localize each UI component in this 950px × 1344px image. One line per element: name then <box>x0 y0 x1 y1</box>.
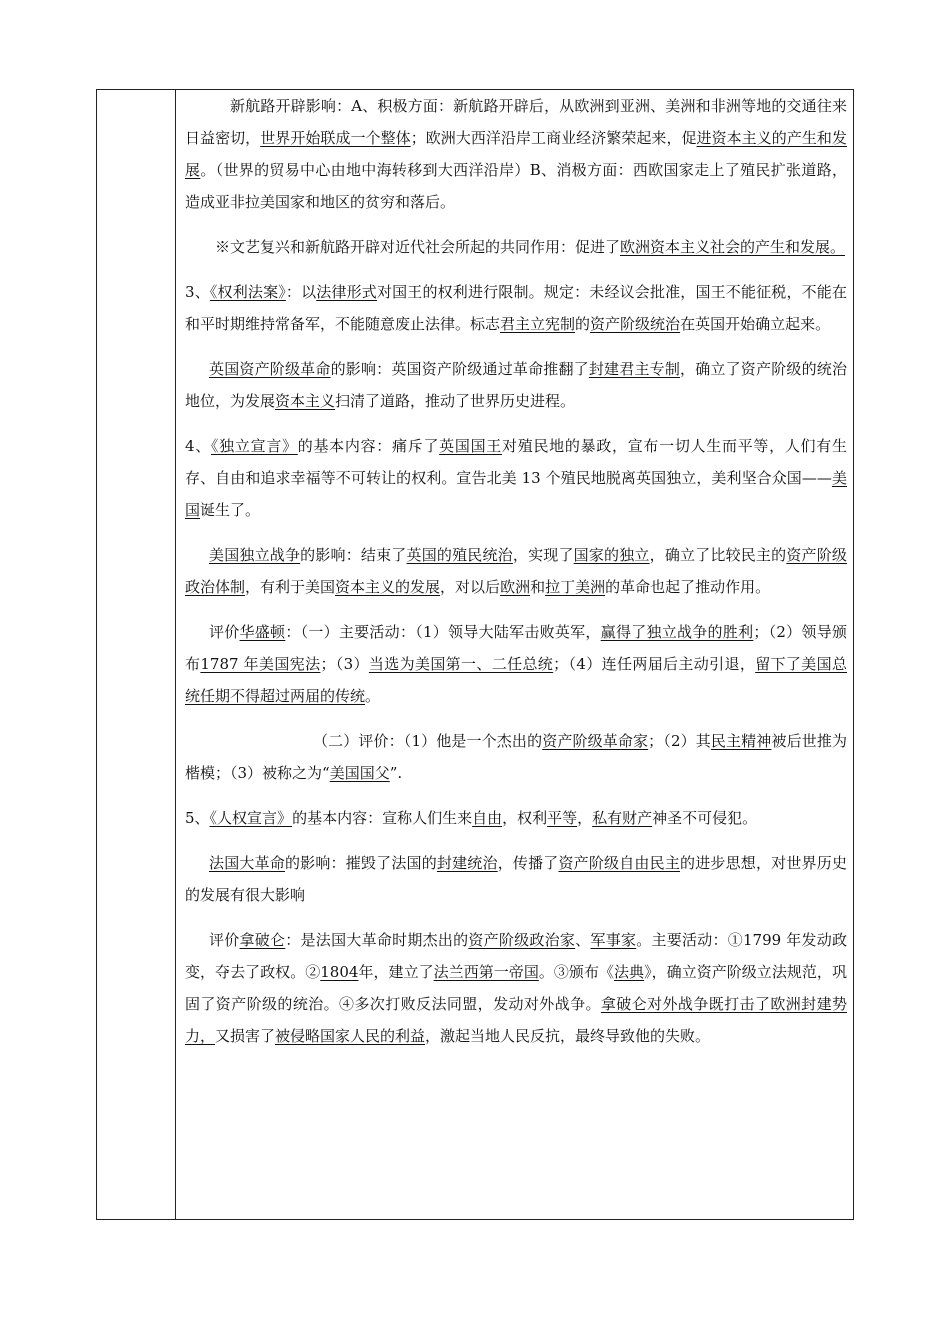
paragraph-french-revolution: 法国大革命的影响：摧毁了法国的封建统治，传播了资产阶级自由民主的进步思想，对世界历史的发展有很大影响 <box>185 854 847 904</box>
content-cell <box>185 90 847 1052</box>
left-column-cell <box>97 90 176 1219</box>
paragraph-new-route-impact: 新航路开辟影响：A、积极方面：新航路开辟后，从欧洲到亚洲、美洲和非洲等地的交通往来日益密切，世界开始联成一个整体；欧洲大西洋沿岸工商业经济繁荣起来，促进资本主义的产生和发展。（世界的贸易中心由地中海转移到大西洋沿岸）B、消极方面：西欧国家走上了殖民扩张道路，造成亚非拉美国家和地区的贫穷和落后。 <box>185 97 847 211</box>
content-table <box>96 89 854 1220</box>
paragraph-american-war: 美国独立战争的影响：结束了英国的殖民统治，实现了国家的独立，确立了比较民主的资产阶级政治体制，有利于美国资本主义的发展，对以后欧洲和拉丁美洲的革命也起了推动作用。 <box>185 546 847 596</box>
paragraph-bill-of-rights: 3、《权利法案》：以法律形式对国王的权利进行限制。规定：未经议会批准，国王不能征税，不能在和平时期维持常备军，不能随意废止法律。标志君主立宪制的资产阶级统治在英国开始确立起来。 <box>185 283 847 333</box>
paragraph-declaration-of-independence: 4、《独立宣言》的基本内容：痛斥了英国国王对殖民地的暴政，宣布一切人生而平等，人们有生存、自由和追求幸福等不可转让的权利。宣告北美 13 个殖民地脱离英国独立，美利坚合众国——美国诞生了。 <box>185 437 847 519</box>
paragraph-common-effect: ※文艺复兴和新航路开辟对近代社会所起的共同作用：促进了欧洲资本主义社会的产生和发展。 <box>215 238 846 256</box>
paragraph-english-revolution: 英国资产阶级革命的影响：英国资产阶级通过革命推翻了封建君主专制，确立了资产阶级的统治地位，为发展资本主义扫清了道路，推动了世界历史进程。 <box>185 360 847 410</box>
paragraph-washington-activities: 评价华盛顿：（一）主要活动：（1）领导大陆军击败英军，赢得了独立战争的胜利；（2）领导颁布1787 年美国宪法；（3）当选为美国第一、二任总统；（4）连任两届后主动引退，留下了美国总统任期不得超过两届的传统。 <box>185 623 847 705</box>
paragraph-napoleon: 评价拿破仑：是法国大革命时期杰出的资产阶级政治家、军事家。主要活动：①1799 年发动政变，夺去了政权。②1804年，建立了法兰西第一帝国。③颁布《法典》，确立资产阶级立法规范，巩固了资产阶级的统治。④多次打败反法同盟，发动对外战争。拿破仑对外战争既打击了欧洲封建势力，又损害了被侵略国家人民的利益，激起当地人民反抗，最终导致他的失败。 <box>185 931 847 1045</box>
paragraph-washington-evaluation: （二）评价：（1）他是一个杰出的资产阶级革命家；（2）其民主精神被后世推为楷模；（3）被称之为“美国国父”. <box>185 732 847 782</box>
paragraph-declaration-of-rights: 5、《人权宣言》的基本内容：宣称人们生来自由，权利平等，私有财产神圣不可侵犯。 <box>185 809 758 827</box>
